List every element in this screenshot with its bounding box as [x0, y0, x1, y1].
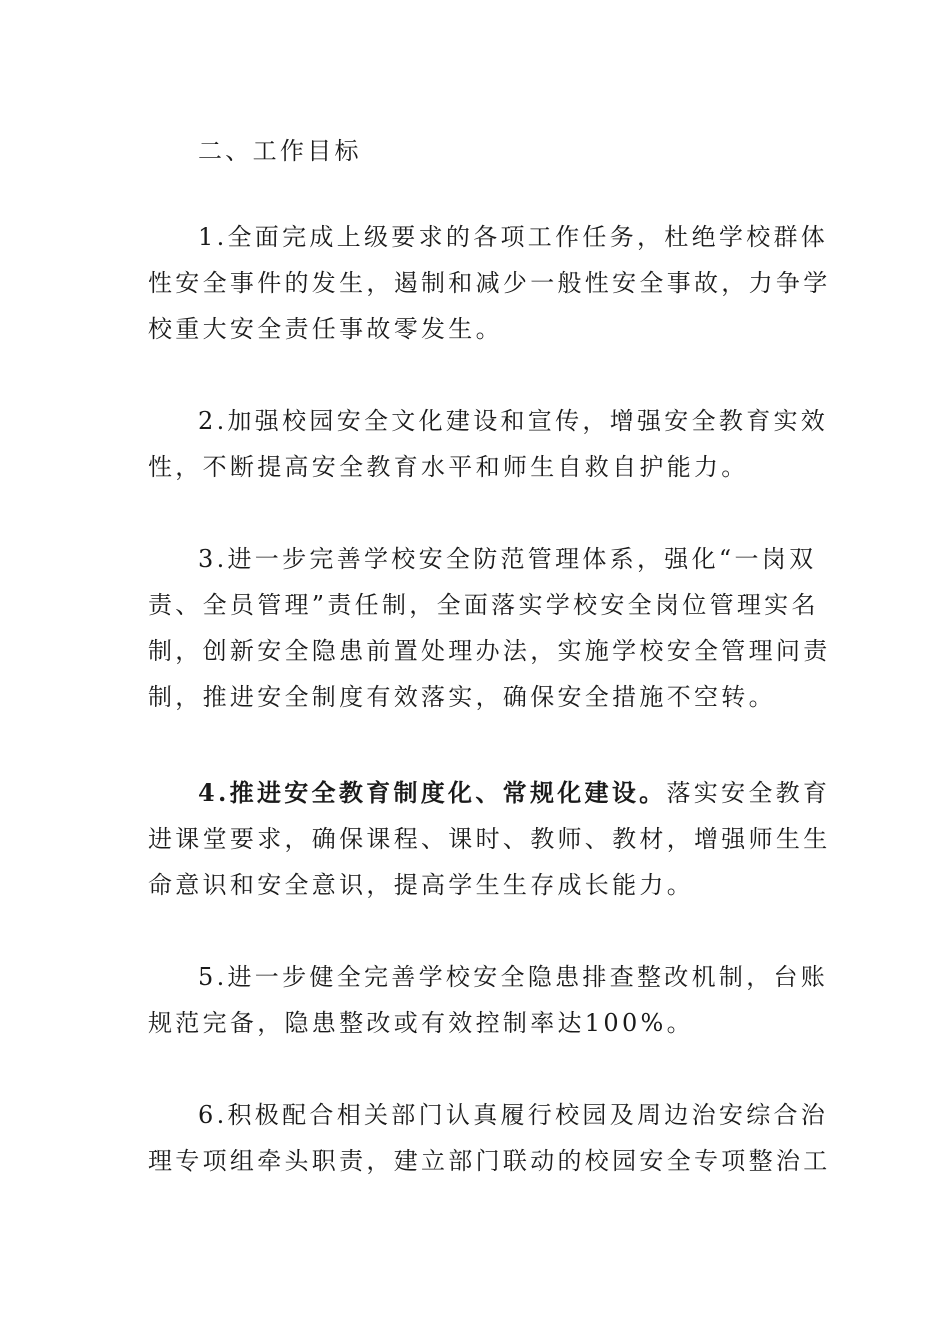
paragraph-6-line-1: 6.积极配合相关部门认真履行校园及周边治安综合治 — [198, 1101, 829, 1129]
paragraph-2-line-1: 2.加强校园安全文化建设和宣传，增强安全教育实效 — [198, 407, 829, 435]
paragraph-3-line-4: 制，推进安全制度有效落实，确保安全措施不空转。 — [148, 683, 776, 711]
paragraph-4-first-line-rest: 落实安全教育 — [666, 779, 831, 807]
paragraph-6 — [148, 1092, 831, 1184]
paragraph-3-line-2: 责、全员管理”责任制，全面落实学校安全岗位管理实名 — [148, 591, 819, 619]
paragraph-5-line-1: 5.进一步健全完善学校安全隐患排查整改机制，台账 — [198, 963, 829, 991]
paragraph-4-bold-lead: 4.推进安全教育制度化、常规化建设。 — [198, 778, 667, 807]
paragraph-3 — [148, 536, 831, 720]
paragraph-4-line-2: 进课堂要求，确保课程、课时、教师、教材，增强师生生 — [148, 825, 831, 853]
paragraph-1-line-3: 校重大安全责任事故零发生。 — [148, 315, 503, 343]
paragraph-3-line-3: 制，创新安全隐患前置处理办法，实施学校安全管理问责 — [148, 637, 831, 665]
paragraph-4 — [148, 770, 831, 908]
section-heading-text: 二、工作目标 — [198, 137, 362, 165]
paragraph-2-line-2: 性，不断提高安全教育水平和师生自救自护能力。 — [148, 453, 749, 481]
paragraph-4-line-3: 命意识和安全意识，提高学生生存成长能力。 — [148, 871, 694, 899]
paragraph-5 — [148, 954, 829, 1046]
paragraph-1-line-2: 性安全事件的发生，遏制和减少一般性安全事故，力争学 — [148, 269, 831, 297]
section-heading — [148, 128, 790, 174]
paragraph-3-line-1: 3.进一步完善学校安全防范管理体系，强化“一岗双 — [198, 545, 817, 573]
paragraph-1-line-1: 1.全面完成上级要求的各项工作任务，杜绝学校群体 — [198, 223, 829, 251]
paragraph-4-line-1 — [148, 770, 831, 816]
paragraph-1 — [148, 214, 831, 352]
paragraph-2 — [148, 398, 829, 490]
paragraph-6-line-2: 理专项组牵头职责，建立部门联动的校园安全专项整治工 — [148, 1147, 831, 1175]
paragraph-5-line-2: 规范完备，隐患整改或有效控制率达100%。 — [148, 1009, 694, 1037]
